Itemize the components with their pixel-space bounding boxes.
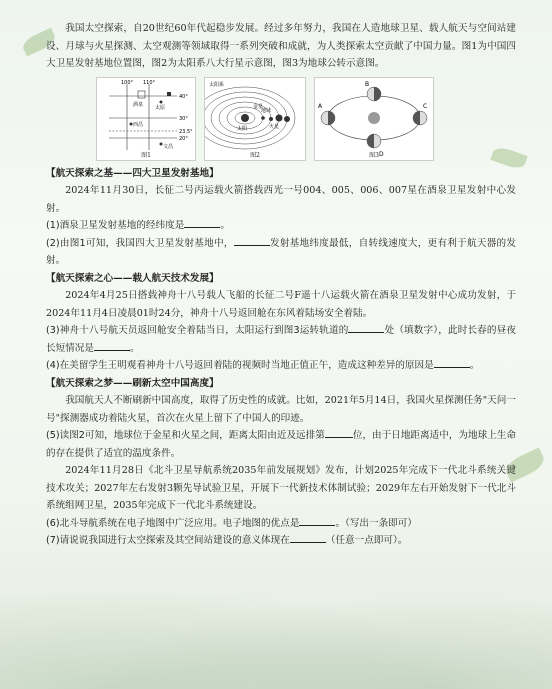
site-xichang: 西昌 <box>133 121 144 128</box>
answer-blank-1[interactable] <box>184 217 220 228</box>
site-jiuquan: 酒泉 <box>133 101 144 108</box>
orbit-label-c: C <box>423 102 428 110</box>
section-2-text: 2024年4月25日搭载神舟十八号载人飞船的长征二号F遥十八运载火箭在酒泉卫星发射中心成功发射，于2024年11月4日凌晨01时24分，神舟十八号返回舱在东风着陆场安全着陆。 <box>46 290 516 319</box>
section-2-heading: 【航天探索之心——载人航天技术发展】 <box>46 272 219 284</box>
question-2 <box>46 235 516 270</box>
answer-blank-6[interactable] <box>299 515 335 526</box>
answer-blank-4[interactable] <box>434 357 470 368</box>
question-1-text: (1)酒泉卫星发射基地的经纬度是 <box>46 220 185 231</box>
orbit-label-a: A <box>318 102 323 110</box>
question-7-text: (7)请说说我国进行太空探索及其空间站建设的意义体现在 <box>46 535 290 546</box>
figure-2-solar-system <box>204 77 306 161</box>
answer-blank-7[interactable] <box>290 532 326 543</box>
question-1-end: 。 <box>220 220 230 231</box>
question-4-end: 。 <box>469 360 480 371</box>
question-4 <box>46 357 516 375</box>
section-3-heading: 【航天探索之梦——刷新太空中国高度】 <box>46 377 219 389</box>
question-7 <box>46 532 516 550</box>
question-3-end: 。 <box>129 342 140 354</box>
lon-label: 110° <box>143 79 156 86</box>
document-page <box>46 20 516 550</box>
question-6 <box>46 515 516 533</box>
answer-blank-3b[interactable] <box>94 340 130 351</box>
question-5 <box>46 427 516 462</box>
section-3-text-1: 我国航天人不断刷新中国高度，取得了历史性的成就。比如，2021年5月14日，我国火星探测任务"天问一号"探测器成功着陆火星，首次在火星上留下了中国人的印迹。 <box>46 395 516 424</box>
answer-blank-3a[interactable] <box>348 322 384 333</box>
sun-icon <box>368 112 380 124</box>
question-4-text: (4)在美留学生王明观看神舟十八号返回着陆的视频时当地正值正午，造成这种差异的原因是 <box>46 360 434 371</box>
answer-blank-5[interactable] <box>325 427 353 438</box>
lat-label: 23.5° <box>179 128 193 135</box>
orbit-label-b: B <box>365 80 370 88</box>
label-sun: 太阳 <box>237 125 248 132</box>
site-taiyuan: 太原 <box>155 104 166 111</box>
label-mars: 火星 <box>269 123 280 130</box>
figure-1-launch-sites-map <box>96 77 196 161</box>
question-2-text: (2)由图1可知，我国四大卫星发射基地中， <box>46 237 234 249</box>
section-1-heading: 【航天探索之基——四大卫星发射基地】 <box>46 167 219 179</box>
label-venus: 金星 <box>253 103 264 110</box>
background-mountains <box>0 569 552 689</box>
question-6-text: (6)北斗导航系统在电子地图中广泛应用。电子地图的优点是 <box>46 517 300 529</box>
lat-label: 30° <box>179 115 188 122</box>
intro-paragraph: 我国太空探索，自20世纪60年代起稳步发展。经过多年努力，我国在人造地球卫星、载人航天与空间站建设、月球与火星探测、太空观测等领域取得一系列突破和成就，为人类探索太空贡献了中国力量。图1为中国四大卫星发射基地位置图，图2为太阳系八大行星示意图，图3为地球公转示意图。 <box>46 23 516 69</box>
question-3-mid: 处（填数字），此时长春的昼夜长短情况是 <box>46 325 516 354</box>
solar-system-title: 太阳系 <box>209 81 225 88</box>
question-5-text: (5)读图2可知，地球位于金星和火星之间，距离太阳由近及远排第 <box>46 430 325 441</box>
label-earth: 地球 <box>261 107 272 114</box>
figure-3-earth-orbit <box>314 77 434 161</box>
figure-2-svg <box>205 78 305 160</box>
question-1 <box>46 217 516 235</box>
question-5-end: 位，由于日地距离适中，为地球上生命的存在提供了适宜的温度条件。 <box>46 430 517 459</box>
answer-blank-2[interactable] <box>234 235 270 246</box>
sun-icon <box>241 114 249 122</box>
lon-label: 100° <box>121 79 134 86</box>
lat-label: 20° <box>179 135 188 142</box>
site-wenchang: 文昌 <box>163 143 174 150</box>
figure-1-svg <box>97 78 195 160</box>
question-3-text: (3)神舟十八号航天员返回舱安全着陆当日，太阳运行到图3运转轨道的 <box>46 325 349 336</box>
figure-1-caption: 图1 <box>141 151 151 159</box>
orbit-label-d: D <box>379 150 384 158</box>
question-7-end: （任意一点即可）。 <box>325 535 408 546</box>
section-1-text: 2024年11月30日，长征二号丙运载火箭搭载西光一号004、005、006、007星在酒泉卫星发射中心发射。 <box>46 185 516 214</box>
figure-row <box>100 77 430 161</box>
figure-2-caption: 图2 <box>250 151 260 159</box>
section-3-text-2: 2024年11月28日《北斗卫星导航系统2035年前发展规划》发布，计划2025年完成下一代北斗系统关键技术攻关；2027年左右发射3颗先导试验卫星，开展下一代新技术体制试验；2029年左右开始发射下一代北斗系统组网卫星，2035年完成下一代北斗系统建设。 <box>46 465 516 511</box>
question-6-end: 。（写出一条即可） <box>335 517 417 529</box>
question-2-end: 发射基地纬度最低，自转线速度大，更有利于航天器的发射。 <box>46 237 517 266</box>
question-3 <box>46 322 516 357</box>
figure-3-caption: 图3 <box>369 151 379 159</box>
lat-label: 40° <box>179 93 188 100</box>
figure-3-svg <box>315 78 433 160</box>
